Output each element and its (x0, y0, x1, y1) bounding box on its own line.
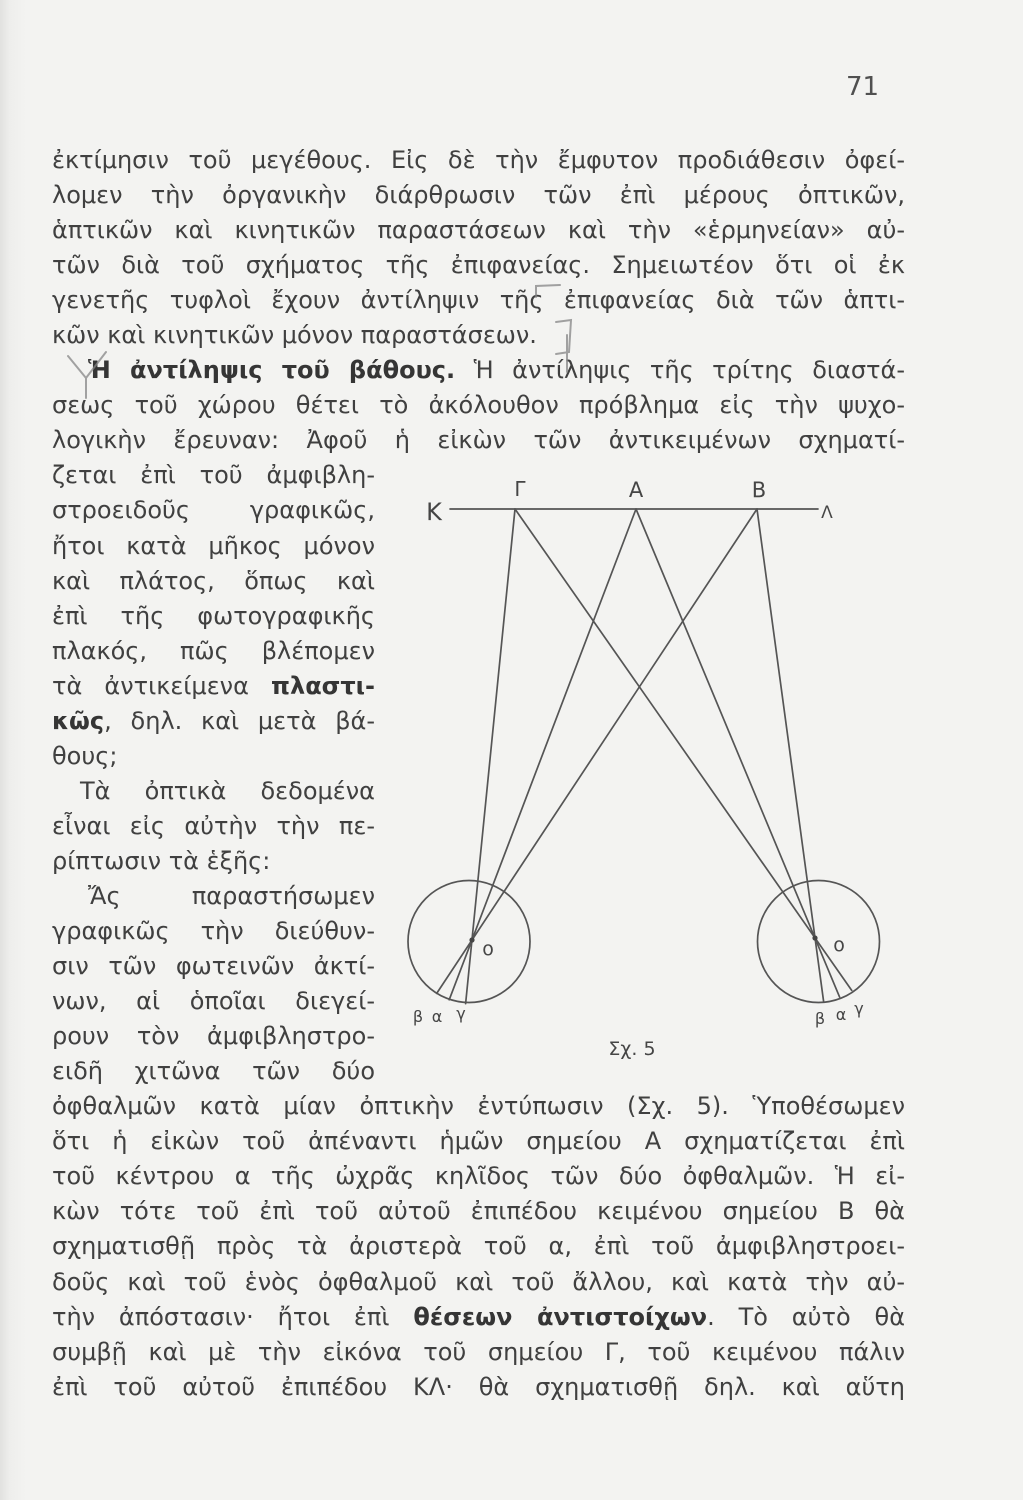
text-line: λομεν τὴν ὀργανικὴν διάρθρωσιν τῶν ἐπὶ μέρους ὀπτικῶν, (52, 181, 905, 210)
text-line: σχηματισθῇ πρὸς τὰ ἀριστερὰ τοῦ α, ἐπὶ τοῦ ἀμφιβληστροει- (52, 1232, 905, 1261)
label-point-beta: Β (751, 478, 767, 502)
text-line: Ἄς παραστήσωμεν (88, 881, 375, 910)
text-line: νων, αἱ ὁποῖαι διεγεί- (52, 987, 375, 1016)
emphasis-run: πλαστι- (271, 671, 375, 700)
label-right-retina-alpha: α (835, 1005, 847, 1024)
label-right-retina-gamma: γ (854, 999, 864, 1018)
text-line: θους; (52, 741, 118, 770)
ray-gamma-left-eye (466, 509, 515, 1004)
emphasis-run: κῶς (52, 706, 105, 735)
text-line: εἶναι εἰς αὐτὴν τὴν πε- (52, 811, 375, 840)
text-line: ἐπὶ τοῦ αὐτοῦ ἐπιπέδου ΚΛ· θὰ σχηματισθῇ δηλ. καὶ αὕτη (52, 1372, 905, 1401)
label-point-gamma: Γ (514, 477, 526, 501)
text-line: Τὰ ὀπτικὰ δεδομένα (80, 776, 375, 805)
label-k: Κ (426, 498, 442, 526)
label-left-retina-gamma: γ (456, 1004, 466, 1023)
text-line: πλακός, πῶς βλέπομεν (52, 636, 375, 665)
text-line: ειδῆ χιτῶνα τῶν δύο (52, 1057, 375, 1086)
text-line: ζεται ἐπὶ τοῦ ἀμφιβλη- (52, 461, 375, 490)
text-run: τὴν ἀπόστασιν· ἤτοι ἐπὶ (52, 1302, 414, 1331)
text-run: , δηλ. καὶ μετὰ βά- (104, 706, 375, 735)
label-left-retina-alpha: α (431, 1007, 443, 1026)
text-line: στροειδοῦς γραφικῶς, (52, 496, 375, 525)
text-run: . Τὸ αὐτὸ θὰ (707, 1302, 905, 1331)
text-line: λογικὴν ἔρευναν: Ἀφοῦ ἡ εἰκὼν τῶν ἀντικειμένων σχηματί- (52, 426, 905, 455)
text-line: ἁπτικῶν καὶ κινητικῶν παραστάσεων καὶ τὴν «ἑρμηνείαν» αὐ- (52, 216, 905, 245)
ray-alpha-left-eye (449, 509, 636, 1000)
label-left-nodal: ο (482, 938, 494, 960)
ray-beta-left-eye (437, 509, 757, 993)
ray-gamma-right-eye (515, 509, 852, 990)
section-heading: Ἡ ἀντίληψις τοῦ βάθους. (88, 356, 456, 385)
text-line: γενετῆς τυφλοὶ ἔχουν ἀντίληψιν τῆς ἐπιφανείας διὰ τῶν ἁπτι- (52, 286, 905, 315)
label-right-nodal: ο (833, 934, 845, 956)
text-run: Ἡ ἀντίληψις τῆς τρίτης διαστά- (455, 356, 905, 385)
text-line (52, 704, 375, 739)
text-line: ὅτι ἡ εἰκὼν τοῦ ἀπέναντι ἡμῶν σημείου Α σχηματίζεται ἐπὶ (52, 1127, 905, 1156)
figure-caption: Σχ. 5 (608, 1038, 656, 1060)
text-line: ἤτοι κατὰ μῆκος μόνον (52, 531, 375, 560)
text-line (52, 1300, 905, 1335)
ray-alpha-right-eye (636, 509, 840, 997)
text-run: τὰ ἀντικείμενα (52, 671, 272, 700)
ray-beta-right-eye (757, 509, 824, 1001)
text-line: τοῦ κέντρου α τῆς ὠχρᾶς κηλῖδος τῶν δύο ὀφθαλμῶν. Ἡ εἰ- (52, 1162, 905, 1191)
text-line (52, 669, 375, 704)
text-line: καὶ πλάτος, ὅπως καὶ (52, 566, 375, 595)
right-nodal-dot (812, 935, 817, 940)
page-number: 71 (846, 72, 880, 102)
text-line: ρίπτωσιν τὰ ἑξῆς: (52, 846, 271, 875)
text-line: σεως τοῦ χώρου θέτει τὸ ἀκόλουθον πρόβλημα εἰς τὴν ψυχο- (52, 391, 905, 420)
label-point-alpha: Α (628, 478, 644, 502)
text-line: ἐκτίμησιν τοῦ μεγέθους. Εἰς δὲ τὴν ἔμφυτον προδιάθεσιν ὀφεί- (52, 146, 905, 174)
label-lambda: Λ (821, 503, 833, 523)
left-eye (408, 881, 530, 1003)
text-line: κὼν τότε τοῦ ἐπὶ τοῦ αὐτοῦ ἐπιπέδου κειμένου σημείου Β θὰ (52, 1197, 905, 1226)
text-line: γραφικῶς τὴν διεύθυν- (52, 917, 375, 946)
text-line: σιν τῶν φωτεινῶν ἀκτί- (52, 952, 375, 981)
text-line: δοῦς καὶ τοῦ ἑνὸς ὀφθαλμοῦ καὶ τοῦ ἄλλου, καὶ κατὰ τὴν αὐ- (52, 1267, 905, 1296)
label-right-retina-beta: β (814, 1009, 826, 1028)
text-line: κῶν καὶ κινητικῶν μόνον παραστάσεων. (52, 321, 537, 350)
label-left-retina-beta: β (412, 1007, 424, 1026)
text-line: συμβῇ καὶ μὲ τὴν εἰκόνα τοῦ σημείου Γ, τοῦ κειμένου πάλιν (52, 1337, 905, 1366)
text-line: ὀφθαλμῶν κατὰ μίαν ὀπτικὴν ἐντύπωσιν (Σχ. 5). Ὑποθέσωμεν (52, 1092, 905, 1121)
emphasis-run: θέσεων ἀντιστοίχων (413, 1302, 708, 1331)
section-heading-line (52, 353, 905, 388)
text-line: ἐπὶ τῆς φωτογραφικῆς (52, 601, 375, 630)
text-line: ρουν τὸν ἀμφιβληστρο- (52, 1022, 375, 1051)
left-nodal-dot (469, 937, 474, 942)
text-line: τῶν διὰ τοῦ σχήματος τῆς ἐπιφανείας. Σημειωτέον ὅτι οἱ ἐκ (52, 251, 905, 280)
figure-5-binocular-diagram (400, 460, 900, 1070)
